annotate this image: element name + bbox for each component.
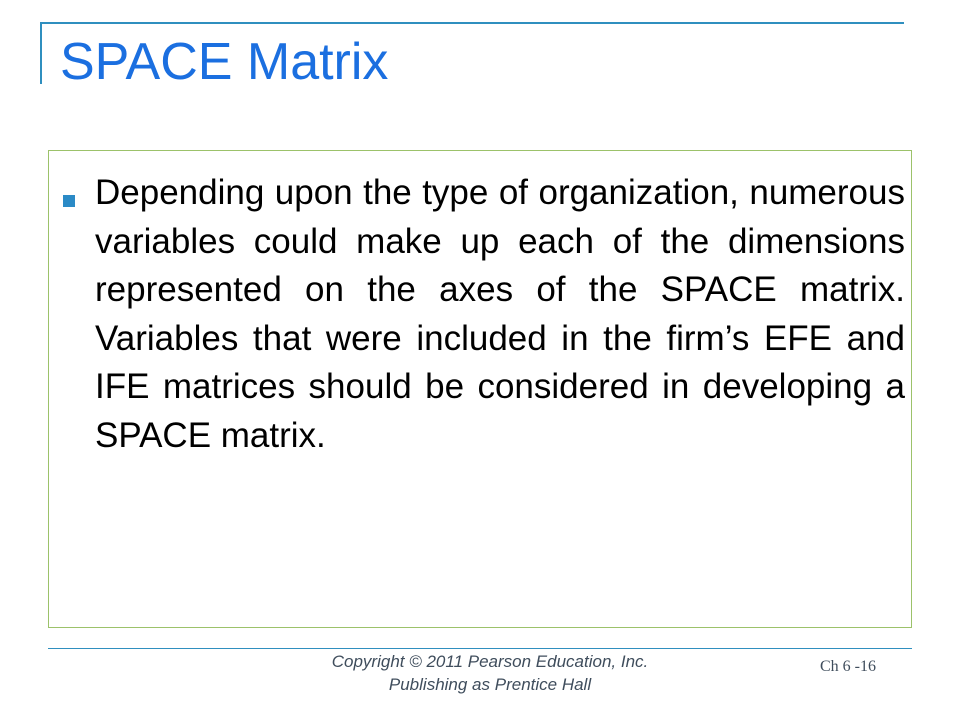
content-box (48, 150, 912, 628)
square-bullet-icon (63, 195, 75, 207)
bullet-text: Depending upon the type of organization, numerous variables could make up each of the dimensions represented on the axes of the SPACE matrix. Variables that were included in the firm’s EFE and IFE matrices should be considered in developing a SPACE matrix. (95, 173, 905, 455)
slide-title: SPACE Matrix (60, 33, 389, 91)
copyright-line-1: Copyright © 2011 Pearson Education, Inc. (331, 652, 649, 671)
copyright-line-2: Publishing as Prentice Hall (388, 675, 592, 694)
footer-copyright (300, 650, 680, 696)
title-frame-left-line (40, 22, 42, 84)
page-number: Ch 6 -16 (820, 658, 876, 675)
title-frame-top-line (40, 22, 904, 24)
footer-divider (48, 648, 912, 649)
